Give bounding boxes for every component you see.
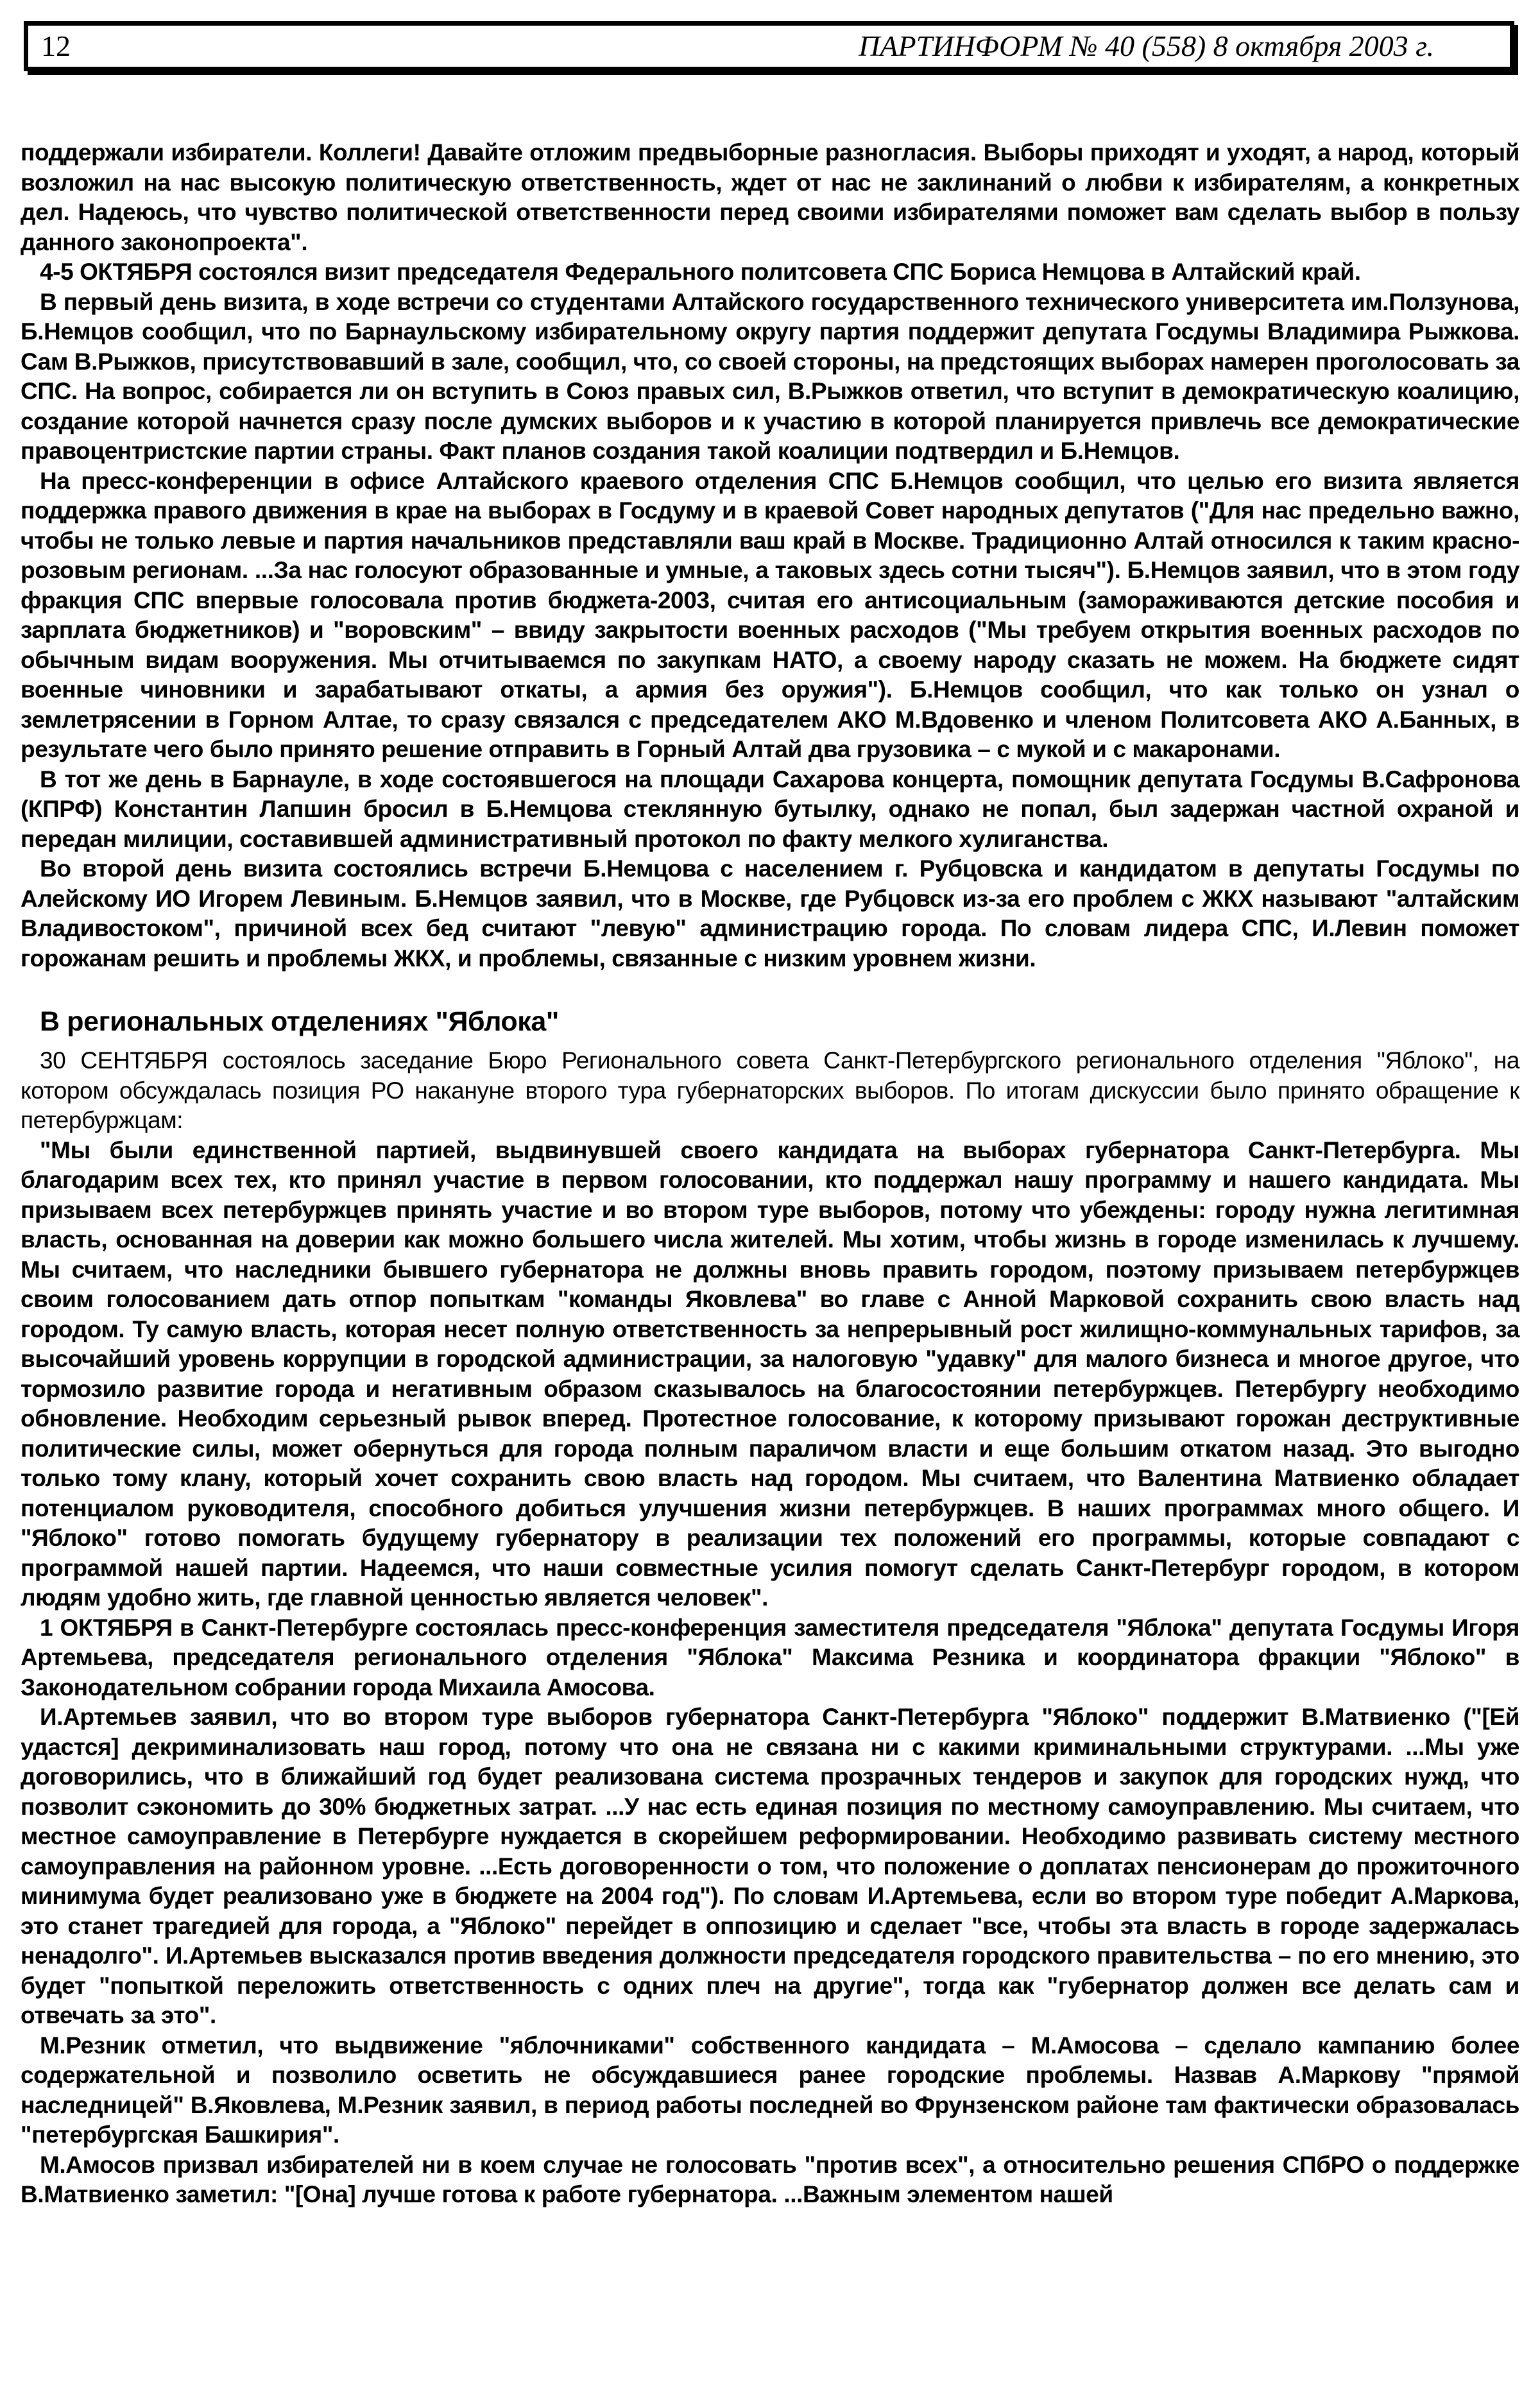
article-body [21, 138, 1519, 2210]
article-paragraph: 30 СЕНТЯБРЯ состоялось заседание Бюро Регионального совета Санкт-Петербургского регионального отделения "Яблоко", на котором обсуждалась позиция РО накануне второго тура губернаторских выборов. По итогам дискуссии было принято обращение к петербуржцам: [21, 1047, 1519, 1134]
section-heading: В региональных отделениях "Яблока" [40, 1006, 559, 1037]
article-paragraph: На пресс-конференции в офисе Алтайского краевого отделения СПС Б.Немцов сообщил, что целью его визита является поддержка правого движения в крае на выборах в Госдуму и в краевой Совет народных депутатов ("Для нас предельно важно, чтобы не только левые и партия начальников представляли ваш край в Москве. Традиционно Алтай относился к таким красно-розовым регионам. ...За нас голосуют образованные и умные, а таковых здесь сотни тысяч"). Б.Немцов заявил, что в этом году фракция СПС впервые голосовала против бюджета-2003, считая его антисоциальным (замораживаются детские пособия и зарплата бюджетников) и "воровским" – ввиду закрытости военных расходов ("Мы требуем открытия военных расходов по обычным видам вооружения. Мы отчитываемся по закупкам НАТО, а своему народу сказать не можем. На бюджете сидят военные чиновники и зарабатывают откаты, а армия без оружия"). Б.Немцов сообщил, что как только он узнал о землетрясении в Горном Алтае, то сразу связался с председателем АКО М.Вдовенко и членом Политсовета АКО А.Банных, в результате чего было принято решение отправить в Горный Алтай два грузовика – с мукой и с макаронами. [21, 467, 1519, 762]
page-header [24, 21, 1514, 71]
article-paragraph: 1 ОКТЯБРЯ в Санкт-Петербурге состоялась пресс-конференция заместителя председателя "Яблока" депутата Госдумы Игоря Артемьева, председателя регионального отделения "Яблока" Максима Резника и координатора фракции "Яблоко" в Законодательном собрании города Михаила Амосова. [21, 1614, 1519, 1701]
article-paragraph: И.Артемьев заявил, что во втором туре выборов губернатора Санкт-Петербурга "Яблоко" поддержит В.Матвиенко ("[Ей удастся] декриминализовать наш город, потому что она не связана ни с какими криминальными структурами. ...Мы уже договорились, что в ближайший год будет реализована система прозрачных тендеров и закупок для городских нужд, что позволит сэкономить до 30% бюджетных затрат. ...У нас есть единая позиция по местному самоуправлению. Мы считаем, что местное самоуправление в Петербурге нуждается в скорейшем реформировании. Необходимо развивать систему местного самоуправления на районном уровне. ...Есть договоренности о том, что положение о доплатах пенсионерам до прожиточного минимума будет реализовано уже в бюджете на 2004 год"). По словам И.Артемьева, если во втором туре победит А.Маркова, это станет трагедией для города, а "Яблоко" перейдет в оппозицию и сделает "все, чтобы эта власть в городе задержалась ненадолго". И.Артемьев высказался против введения должности председателя городского правительства – по его мнению, это будет "попыткой переложить ответственность с одних плеч на другие", тогда как "губернатор должен все делать сам и отвечать за это". [21, 1704, 1519, 2029]
article-paragraph: М.Амосов призвал избирателей ни в коем случае не голосовать "против всех", а относительно решения СПбРО о поддержке В.Матвиенко заметил: "[Она] лучше готова к работе губернатора. ...Важным элементом нашей [21, 2151, 1519, 2208]
page-number: 12 [41, 30, 71, 62]
article-paragraph: "Мы были единственной партией, выдвинувшей своего кандидата на выборах губернатора Санкт-Петербурга. Мы благодарим всех тех, кто принял участие в первом голосовании, кто поддержал нашу программу и нашего кандидата. Мы призываем всех петербуржцев принять участие и во втором туре выборов, потому что убеждены: городу нужна легитимная власть, основанная на доверии как можно большего числа жителей. Мы хотим, чтобы жизнь в городе изменилась к лучшему. Мы считаем, что наследники бывшего губернатора не должны вновь править городом, поэтому призываем петербуржцев своим голосованием дать отпор попыткам "команды Яковлева" во главе с Анной Марковой сохранить свою власть над городом. Ту самую власть, которая несет полную ответственность за непрерывный рост жилищно-коммунальных тарифов, за высочайший уровень коррупции в городской администрации, за налоговую "удавку" для малого бизнеса и многое другое, что тормозило развитие города и негативным образом сказывалось на благосостоянии петербуржцев. Петербургу необходимо обновление. Необходим серьезный рывок вперед. Протестное голосование, к которому призывают горожан деструктивные политические силы, может обернуться для города полным параличом власти и еще большим откатом назад. Это выгодно только тому клану, который хочет сохранить свою власть над городом. Мы считаем, что Валентина Матвиенко обладает потенциалом руководителя, способного добиться улучшения жизни петербуржцев. В наших программах много общего. И "Яблоко" готово помогать будущему губернатору в реализации тех положений его программы, которые совпадают с программой нашей партии. Надеемся, что наши совместные усилия помогут сделать Санкт-Петербург городом, в котором людям удобно жить, где главной ценностью является человек". [21, 1136, 1519, 1611]
article-paragraph: Во второй день визита состоялись встречи Б.Немцова с населением г. Рубцовска и кандидатом в депутаты Госдумы по Алейскому ИО Игорем Левиным. Б.Немцов заявил, что в Москве, где Рубцовск из-за его проблем с ЖКХ называют "алтайским Владивостоком", причиной всех бед считают "левую" администрацию города. По словам лидера СПС, И.Левин поможет горожанам решить и проблемы ЖКХ, и проблемы, связанные с низким уровнем жизни. [21, 855, 1519, 972]
article-paragraph: 4-5 ОКТЯБРЯ состоялся визит председателя Федерального политсовета СПС Бориса Немцова в Алтайский край. [40, 259, 1361, 285]
journal-masthead: ПАРТИНФОРМ № 40 (558) 8 октября 2003 г. [859, 30, 1434, 62]
article-paragraph: В первый день визита, в ходе встречи со студентами Алтайского государственного технического университета им.Ползунова, Б.Немцов сообщил, что по Барнаульскому избирательному округу партия поддержит депутата Госдумы Владимира Рыжкова. Сам В.Рыжков, присутствовавший в зале, сообщил, что, со своей стороны, на предстоящих выборах намерен проголосовать за СПС. На вопрос, собирается ли он вступить в Союз правых сил, В.Рыжков ответил, что вступит в демократическую коалицию, создание которой начнется сразу после думских выборов и к участию в которой планируется привлечь все демократические правоцентристские партии страны. Факт планов создания такой коалиции подтвердил и Б.Немцов. [21, 288, 1519, 464]
article-paragraph: В тот же день в Барнауле, в ходе состоявшегося на площади Сахарова концерта, помощник депутата Госдумы В.Сафронова (КПРФ) Константин Лапшин бросил в Б.Немцова стеклянную бутылку, однако не попал, был задержан частной охраной и передан милиции, составившей административный протокол по факту мелкого хулиганства. [21, 766, 1519, 852]
article-paragraph: поддержали избиратели. Коллеги! Давайте отложим предвыборные разногласия. Выборы приходят и уходят, а народ, который возложил на нас высокую политическую ответственность, ждет от нас не заклинаний о любви к избирателям, а конкретных дел. Надеюсь, что чувство политической ответственности перед своими избирателями поможет вам сделать выбор в пользу данного законопроекта". [21, 139, 1519, 255]
article-paragraph: М.Резник отметил, что выдвижение "яблочниками" собственного кандидата – М.Амосова – сделало кампанию более содержательной и позволило осветить не обсуждавшиеся ранее городские проблемы. Назвав А.Маркову "прямой наследницей" В.Яковлева, М.Резник заявил, в период работы последней во Фрунзенском районе там фактически образовалась "петербургская Башкирия". [21, 2032, 1519, 2148]
